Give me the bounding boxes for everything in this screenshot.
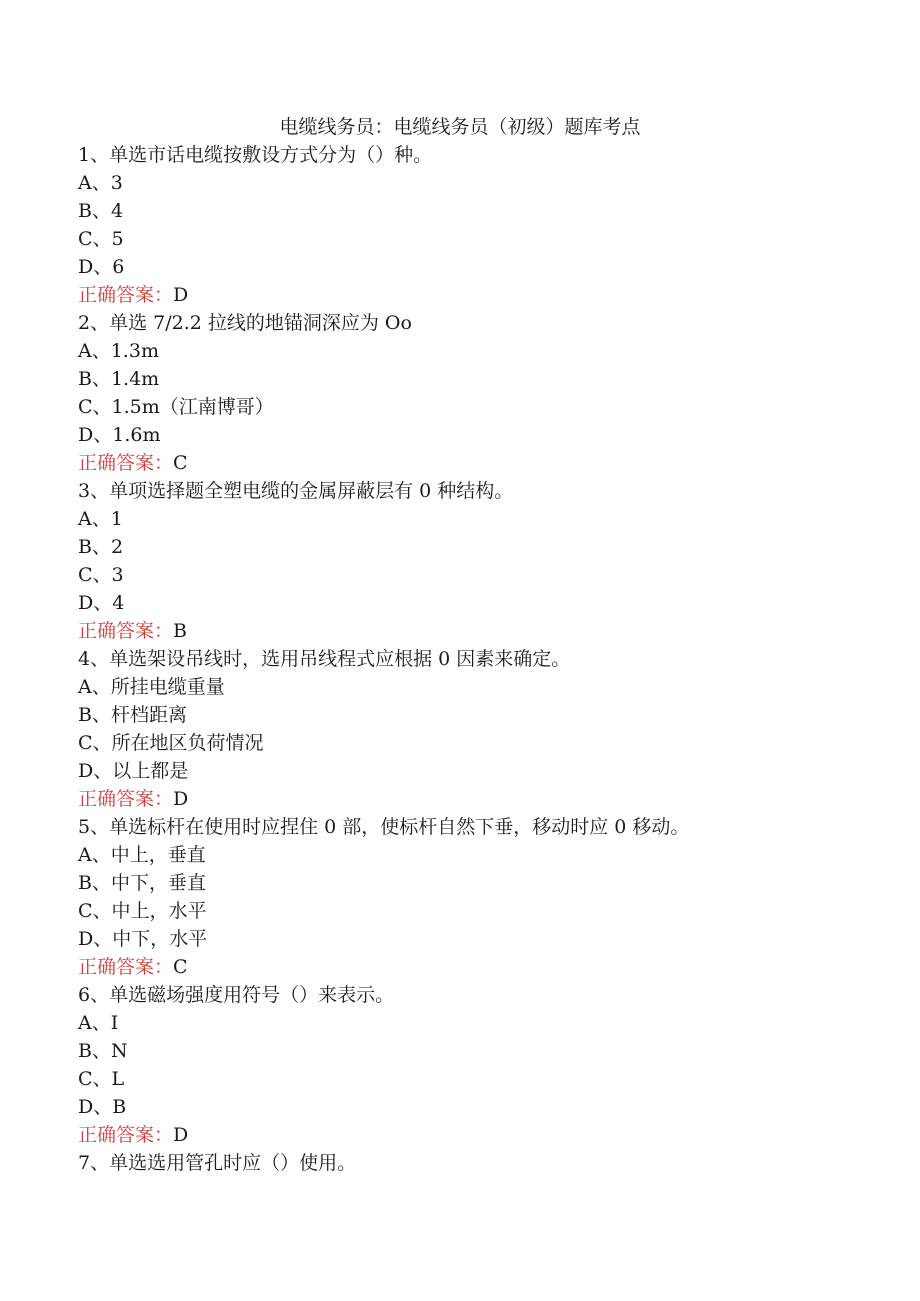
option: B、N [78,1040,128,1062]
document-title: 电缆线务员：电缆线务员（初级）题库考点 [279,116,641,138]
question-stem: 6、单选磁场强度用符号（）来表示。 [78,984,395,1006]
answer-value: B [173,620,187,642]
option: A、中上，垂直 [78,844,206,866]
option: C、5 [78,228,124,250]
option: C、1.5m（江南博哥） [78,396,274,418]
answer-label: 正确答案： [78,620,174,642]
answer-value: D [173,788,189,810]
option: A、1 [78,508,123,530]
option: C、3 [78,564,124,586]
answer-line [78,449,858,477]
answer-line [78,617,858,645]
option: B、2 [78,536,124,558]
option: D、以上都是 [78,760,189,782]
answer-label: 正确答案： [78,788,174,810]
option: D、B [78,1096,127,1118]
option: D、6 [78,256,125,278]
option: B、中下，垂直 [78,872,206,894]
answer-label: 正确答案： [78,452,174,474]
answer-label: 正确答案： [78,284,174,306]
answer-value: C [173,956,188,978]
answer-label: 正确答案： [78,956,174,978]
answer-line [78,785,858,813]
option: D、4 [78,592,125,614]
option: C、中上，水平 [78,900,207,922]
option: A、3 [78,172,123,194]
question-list [78,141,858,1177]
option: B、1.4m [78,368,160,390]
answer-value: C [173,452,188,474]
answer-label: 正确答案： [78,1124,174,1146]
option: C、L [78,1068,125,1090]
option: B、杆档距离 [78,704,187,726]
option: C、所在地区负荷情况 [78,732,264,754]
answer-value: D [173,1124,189,1146]
option: D、1.6m [78,424,161,446]
answer-line [78,953,858,981]
option: A、I [78,1012,119,1034]
question-stem: 7、单选选用管孔时应（）使用。 [78,1152,357,1174]
question-stem: 2、单选 7/2.2 拉线的地锚洞深应为 Oo [78,312,412,334]
question-stem: 1、单选市话电缆按敷设方式分为（）种。 [78,144,433,166]
option: A、所挂电缆重量 [78,676,225,698]
answer-line [78,1121,858,1149]
question-stem: 5、单选标杆在使用时应捏住 0 部，使标杆自然下垂，移动时应 0 移动。 [78,816,690,838]
answer-value: D [173,284,189,306]
question-stem: 3、单项选择题全塑电缆的金属屏蔽层有 0 种结构。 [78,480,514,502]
question-stem: 4、单选架设吊线时，选用吊线程式应根据 0 因素来确定。 [78,648,571,670]
option: D、中下，水平 [78,928,208,950]
option: B、4 [78,200,124,222]
answer-line [78,281,858,309]
option: A、1.3m [78,340,159,362]
